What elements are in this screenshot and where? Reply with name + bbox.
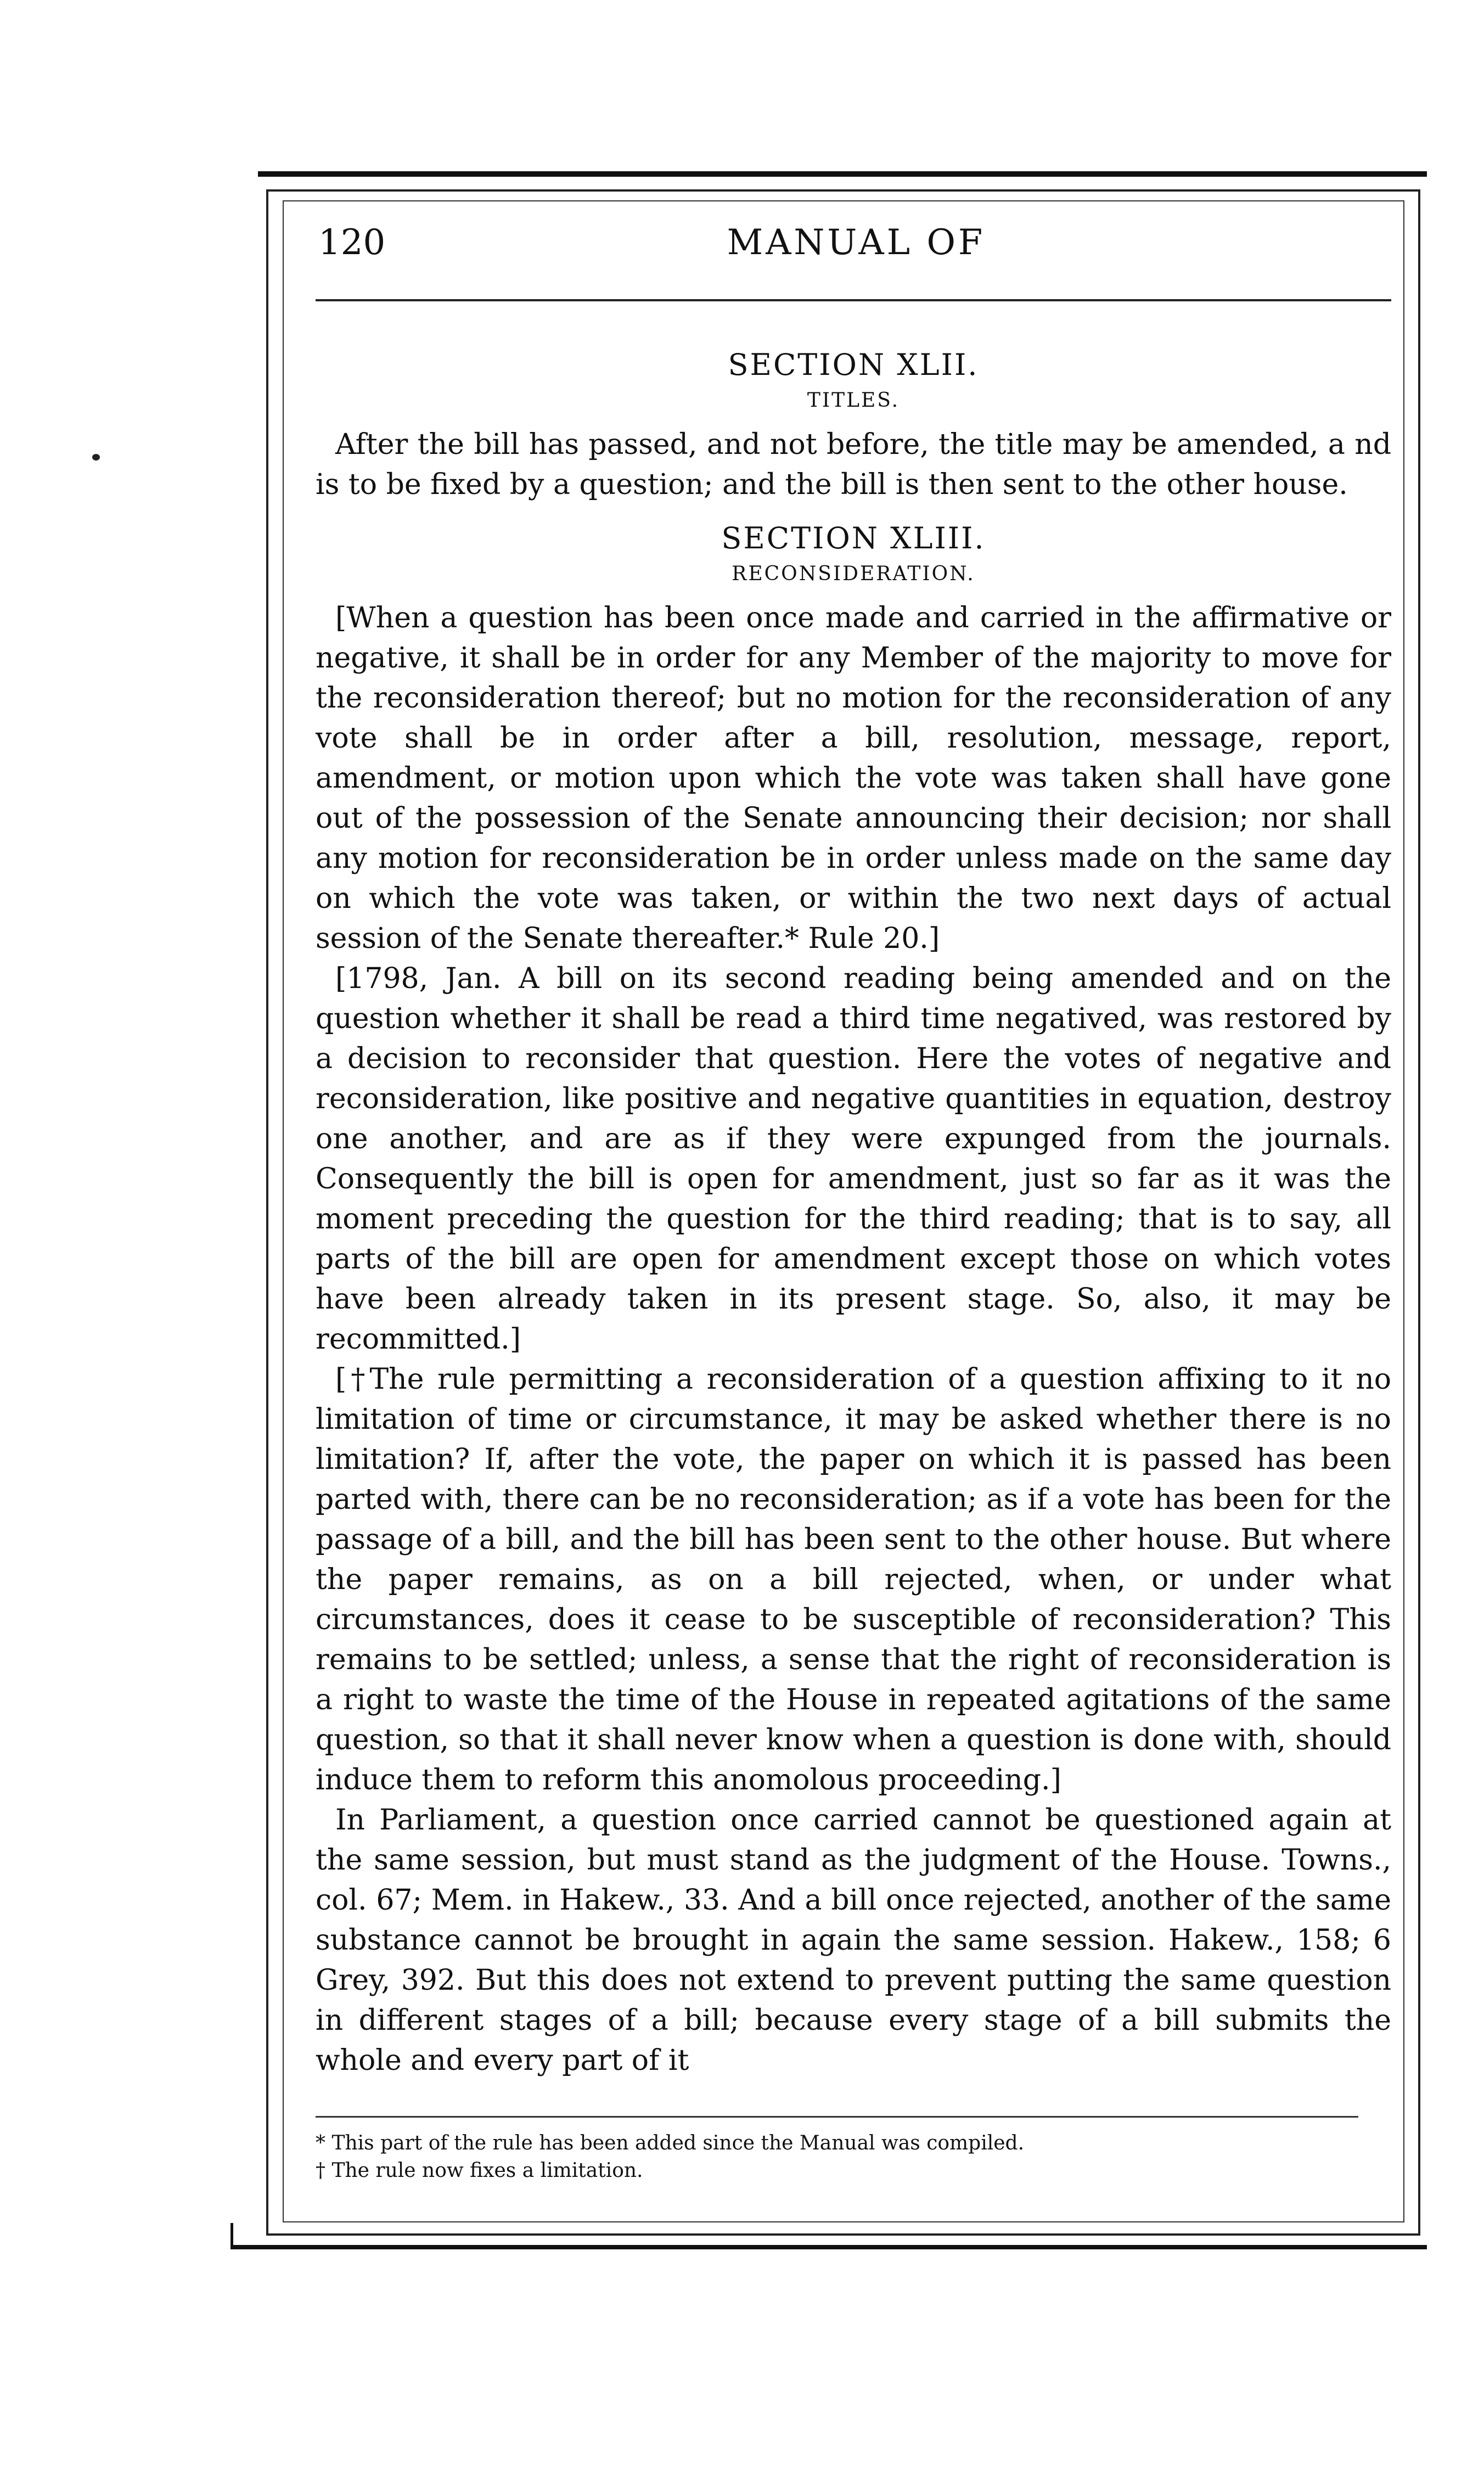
- section-43-paragraph-3: [†The rule permitting a reconsideration of a question affixing to it no limitation of time or circumstance, it may be asked whether there is no limitation? If, after the vote, the paper on which it is passed has been parted with, there can be no reconsideration; as if a vote has been for the passage of a bill, and the bill has been sent to the other house. But where the paper remains, as on a bill rejected, when, or under what circumstances, does it cease to be susceptible of reconsideration? This remains to be settled; unless, a sense that the right of reconsideration is a right to waste the time of the House in repeated agitations of the same question, so that it shall never know when a question is done with, should induce them to reform this anomolous proceeding.]: [316, 1363, 1391, 1797]
- section-43-subtitle: RECONSIDERATION.: [732, 563, 975, 585]
- section-43-paragraph-1: [When a question has been once made and carried in the affirmative or negative, it shall be in order for any Member of the majority to move for the reconsideration thereof; but no motion for the reconsideration of any vote shall be in order after a bill, resolution, message, report, amendment, or motion upon which the vote was taken shall have gone out of the possession of the Senate announcing their decision; nor shall any motion for reconsideration be in order unless made on the same day on which the vote was taken, or within the two next days of actual session of the Senate thereafter.* Rule 20.]: [316, 602, 1391, 955]
- ink-speck: [92, 454, 100, 461]
- section-43-title: SECTION XLIII.: [721, 521, 986, 555]
- running-head: MANUAL OF: [727, 222, 986, 263]
- frame-corner-mark: [231, 2223, 233, 2248]
- header-rule: [316, 299, 1391, 301]
- page-body: [316, 346, 1391, 2081]
- section-43-paragraph-2: [1798, Jan. A bill on its second reading being amended and on the question whether it shall be read a third time negatived, was restored by a decision to reconsider that question. Here the votes of negative and reconsideration, like positive and negative quantities in equation, destroy one another, and are as if they were expunged from the journals. Consequently the bill is open for amendment, just so far as it was the moment preceding the question for the third reading; that is to say, all parts of the bill are open for amendment except those on which votes have been already taken in its present stage. So, also, it may be recommitted.]: [316, 962, 1391, 1356]
- bottom-border-rule: [231, 2245, 1427, 2249]
- section-42-paragraph: After the bill has passed, and not before, the title may be amended, a nd is to be fixed by a question; and the bill is then sent to the other house.: [316, 428, 1391, 501]
- page-number: 120: [318, 222, 386, 263]
- section-43-paragraph-4: In Parliament, a question once carried cannot be questioned again at the same session, but must stand as the judgment of the House. Towns., col. 67; Mem. in Hakew., 33. And a bill once rejected, another of the same substance cannot be brought in again the same session. Hakew., 158; 6 Grey, 392. But this does not extend to prevent putting the same question in different stages of a bill; because every stage of a bill submits the whole and every part of it: [316, 1804, 1391, 2077]
- page-header: [318, 222, 1394, 272]
- top-border-rule: [258, 171, 1427, 177]
- footnote-2: † The rule now fixes a limitation.: [316, 2159, 643, 2182]
- section-42-title: SECTION XLII.: [728, 347, 979, 382]
- footnote-1: * This part of the rule has been added since the Manual was compiled.: [316, 2132, 1025, 2154]
- footnotes: [316, 2130, 1358, 2185]
- section-42-subtitle: TITLES.: [807, 389, 900, 412]
- footnote-rule: [316, 2116, 1358, 2118]
